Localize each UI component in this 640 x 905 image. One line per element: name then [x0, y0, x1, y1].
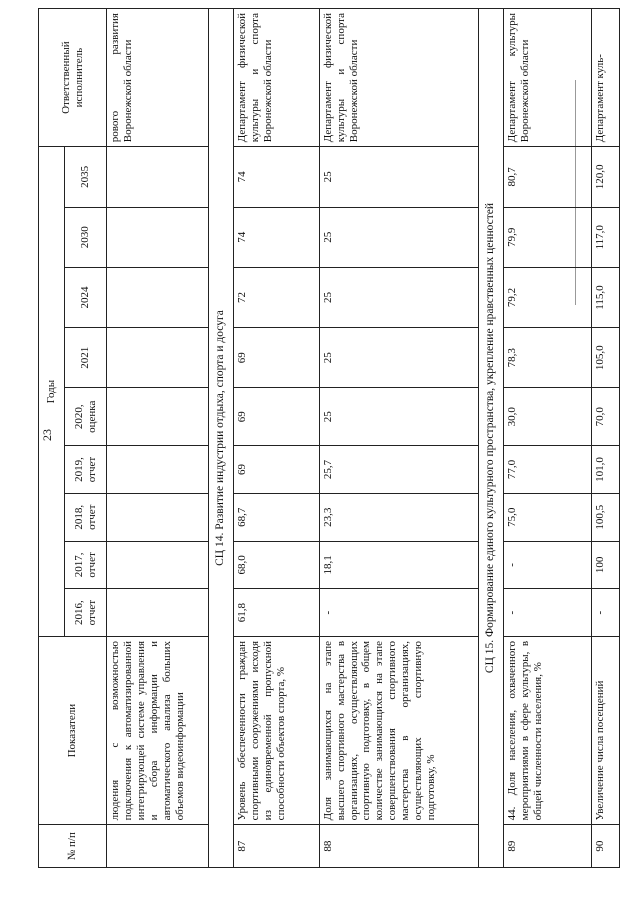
value-cell	[107, 267, 209, 327]
value-cell: 69	[234, 328, 320, 388]
value-cell: -	[504, 589, 592, 637]
value-cell: 23,3	[319, 493, 478, 541]
indicator-text: Уровень обеспеченности граждан спортивными сооружениями исходя из единовременной пропускной способности объектов спорта, %	[234, 636, 320, 824]
year-header-cell: 2030	[65, 207, 107, 267]
value-cell: 72	[234, 267, 320, 327]
year-header-cell: 2035	[65, 147, 107, 207]
indicator-text: 44. Доля населения, охваченного мероприятиями в сфере культуры, в общей численности населения, %	[504, 636, 592, 824]
value-cell: 79,2	[504, 267, 592, 327]
table-row	[107, 9, 209, 868]
value-cell	[107, 541, 209, 589]
year-header-cell: 2016, отчет	[65, 589, 107, 637]
value-cell	[107, 446, 209, 494]
rotated-table-wrapper	[38, 8, 620, 868]
value-cell: 30,0	[504, 388, 592, 446]
value-cell: 25,7	[319, 446, 478, 494]
col-years-header: Годы	[39, 147, 65, 637]
value-cell: 25	[319, 147, 478, 207]
col-indicators-header: Показатели	[39, 636, 107, 824]
table-row	[504, 9, 592, 868]
value-cell	[107, 589, 209, 637]
section-row	[479, 9, 504, 868]
col-responsible-header: Ответственный исполнитель	[39, 9, 107, 147]
year-header-cell: 2017, отчет	[65, 541, 107, 589]
value-cell	[107, 147, 209, 207]
value-cell: 77,0	[504, 446, 592, 494]
section-row	[208, 9, 233, 868]
value-cell: 74	[234, 147, 320, 207]
responsible-text: Департамент культуры Воронежской области	[504, 9, 592, 147]
row-number: 87	[234, 825, 320, 868]
value-cell: 68,0	[234, 541, 320, 589]
table-row	[319, 9, 478, 868]
value-cell: 69	[234, 388, 320, 446]
page-number: 23	[40, 429, 54, 441]
value-cell	[107, 388, 209, 446]
value-cell: 117,0	[592, 207, 620, 267]
value-cell: 100	[592, 541, 620, 589]
value-cell: 18,1	[319, 541, 478, 589]
value-cell: 75,0	[504, 493, 592, 541]
value-cell: 115,0	[592, 267, 620, 327]
row-number: 89	[504, 825, 592, 868]
indicator-text: людения с возможностью подключения к автоматизированной интегрирующей системе управления и сбора информации и автоматического анализа больших объемов видеоинформации	[107, 636, 209, 824]
responsible-text: рового развития Воронежской области	[107, 9, 209, 147]
value-cell: 79,9	[504, 207, 592, 267]
value-cell: 25	[319, 207, 478, 267]
value-cell: 25	[319, 328, 478, 388]
table-body	[107, 9, 620, 868]
value-cell	[107, 207, 209, 267]
year-header-cell: 2020, оценка	[65, 388, 107, 446]
value-cell: -	[592, 589, 620, 637]
value-cell: 74	[234, 207, 320, 267]
responsible-text: Департамент куль-	[592, 9, 620, 147]
value-cell: 80,7	[504, 147, 592, 207]
year-header-cell: 2019, отчет	[65, 446, 107, 494]
section-title: СЦ 15. Формирование единого культурного пространства, укрепление нравственных ценностей	[479, 9, 504, 868]
row-number: 88	[319, 825, 478, 868]
year-header-cell: 2018, отчет	[65, 493, 107, 541]
value-cell: 101,0	[592, 446, 620, 494]
table-row	[592, 9, 620, 868]
value-cell: -	[504, 541, 592, 589]
value-cell: 25	[319, 388, 478, 446]
responsible-text: Департамент физической культуры и спорта Воронежской области	[319, 9, 478, 147]
value-cell: 25	[319, 267, 478, 327]
value-cell: 120,0	[592, 147, 620, 207]
year-header-cell: 2021	[65, 328, 107, 388]
table-row	[234, 9, 320, 868]
value-cell: 70,0	[592, 388, 620, 446]
section-title: СЦ 14. Развитие индустрии отдыха, спорта и досуга	[208, 9, 233, 868]
value-cell: 61,8	[234, 589, 320, 637]
indicator-text: Увеличение числа посещений	[592, 636, 620, 824]
indicator-text: Доля занимающихся на этапе высшего спортивного мастерства в организациях, осуществляющих спортивную подготовку, в общем количестве занимающихся на этапе совершенствования спортивного мастерства в организациях, осуществляющих спортивную подготовку, %	[319, 636, 478, 824]
value-cell: -	[319, 589, 478, 637]
value-cell	[107, 328, 209, 388]
row-number: 90	[592, 825, 620, 868]
value-cell: 78,3	[504, 328, 592, 388]
year-header-cell: 2024	[65, 267, 107, 327]
value-cell	[107, 493, 209, 541]
row-number	[107, 825, 209, 868]
indicators-table	[38, 8, 620, 868]
value-cell: 69	[234, 446, 320, 494]
value-cell: 100,5	[592, 493, 620, 541]
responsible-text: Департамент физической культуры и спорта Воронежской области	[234, 9, 320, 147]
col-num-header: № п/п	[39, 825, 107, 868]
value-cell: 105,0	[592, 328, 620, 388]
value-cell: 68,7	[234, 493, 320, 541]
